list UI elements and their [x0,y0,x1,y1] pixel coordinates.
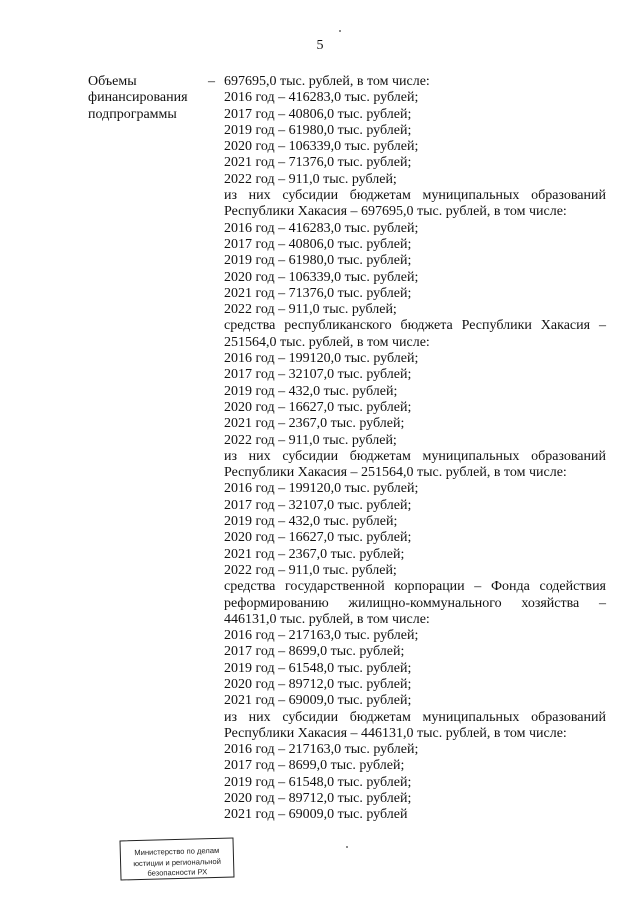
financing-line: 2019 год – 61548,0 тыс. рублей; [224,660,412,676]
financing-line: 2016 год – 217163,0 тыс. рублей; [224,628,419,644]
scan-speck [339,30,341,32]
row-label-line: Объемы [88,74,137,89]
financing-line: 2021 год – 2367,0 тыс. рублей; [224,546,405,562]
row-label-line: финансирования [88,90,188,106]
financing-line: 2019 год – 432,0 тыс. рублей; [224,514,398,530]
registration-stamp [119,838,234,881]
row-label [88,74,208,123]
financing-line: Республики Хакасия – 697695,0 тыс. рублей, в том числе: [224,204,567,220]
financing-line: 2020 год – 16627,0 тыс. рублей; [224,530,412,546]
stamp-line: безопасности РХ [147,867,208,878]
financing-line: средства государственной корпорации – Фонда содействия [224,579,606,595]
financing-line: 2020 год – 16627,0 тыс. рублей; [224,399,412,415]
stamp-line: юстиции и региональной [133,856,222,868]
financing-line: 2020 год – 89712,0 тыс. рублей; [224,791,412,807]
financing-line: 2020 год – 106339,0 тыс. рублей; [224,139,419,155]
financing-line: 2019 год – 432,0 тыс. рублей; [224,383,398,399]
financing-line: 2021 год – 2367,0 тыс. рублей; [224,416,405,432]
financing-line: реформированию жилищно-коммунального хозяйства – [224,595,606,611]
financing-line: средства республиканского бюджета Республики Хакасия – [224,318,606,334]
financing-line: 446131,0 тыс. рублей, в том числе: [224,611,430,627]
financing-line: 2017 год – 8699,0 тыс. рублей; [224,644,405,660]
stamp-line: Министерство по делам [134,845,220,858]
financing-line: из них субсидии бюджетам муниципальных образований [224,448,606,464]
financing-details [224,74,606,824]
financing-line: 2020 год – 89712,0 тыс. рублей; [224,676,412,692]
financing-line: 2016 год – 416283,0 тыс. рублей; [224,90,419,106]
financing-line: 697695,0 тыс. рублей, в том числе: [224,74,430,89]
financing-line: 2017 год – 32107,0 тыс. рублей; [224,367,412,383]
separator-dash: – [208,74,215,89]
financing-line: 2022 год – 911,0 тыс. рублей; [224,171,397,187]
financing-line: 2016 год – 416283,0 тыс. рублей; [224,220,419,236]
financing-line: 2021 год – 71376,0 тыс. рублей; [224,155,412,171]
financing-line: 2021 год – 69009,0 тыс. рублей; [224,693,412,709]
financing-line: 2016 год – 199120,0 тыс. рублей; [224,481,419,497]
financing-line: 2019 год – 61980,0 тыс. рублей; [224,253,412,269]
financing-line: 2021 год – 69009,0 тыс. рублей [224,807,408,823]
financing-line: 2016 год – 199120,0 тыс. рублей; [224,351,419,367]
scan-speck [346,846,348,848]
financing-line: 2022 год – 911,0 тыс. рублей; [224,302,397,318]
financing-line: 2017 год – 40806,0 тыс. рублей; [224,236,412,252]
financing-line: 2020 год – 106339,0 тыс. рублей; [224,269,419,285]
financing-line: 2021 год – 71376,0 тыс. рублей; [224,285,412,301]
page-number: 5 [316,38,324,53]
financing-line: 2017 год – 32107,0 тыс. рублей; [224,497,412,513]
financing-line: 2022 год – 911,0 тыс. рублей; [224,432,397,448]
financing-line: 2019 год – 61548,0 тыс. рублей; [224,774,412,790]
financing-line: 2022 год – 911,0 тыс. рублей; [224,562,397,578]
financing-line: 2017 год – 8699,0 тыс. рублей; [224,758,405,774]
financing-line: 2017 год – 40806,0 тыс. рублей; [224,106,412,122]
row-label-line: подпрограммы [88,106,177,122]
financing-line: 2019 год – 61980,0 тыс. рублей; [224,122,412,138]
financing-line: из них субсидии бюджетам муниципальных образований [224,709,606,725]
financing-line: Республики Хакасия – 251564,0 тыс. рублей, в том числе: [224,465,567,481]
financing-line: Республики Хакасия – 446131,0 тыс. рублей, в том числе: [224,725,567,741]
financing-line: из них субсидии бюджетам муниципальных образований [224,188,606,204]
financing-line: 2016 год – 217163,0 тыс. рублей; [224,742,419,758]
financing-line: 251564,0 тыс. рублей, в том числе: [224,334,430,350]
